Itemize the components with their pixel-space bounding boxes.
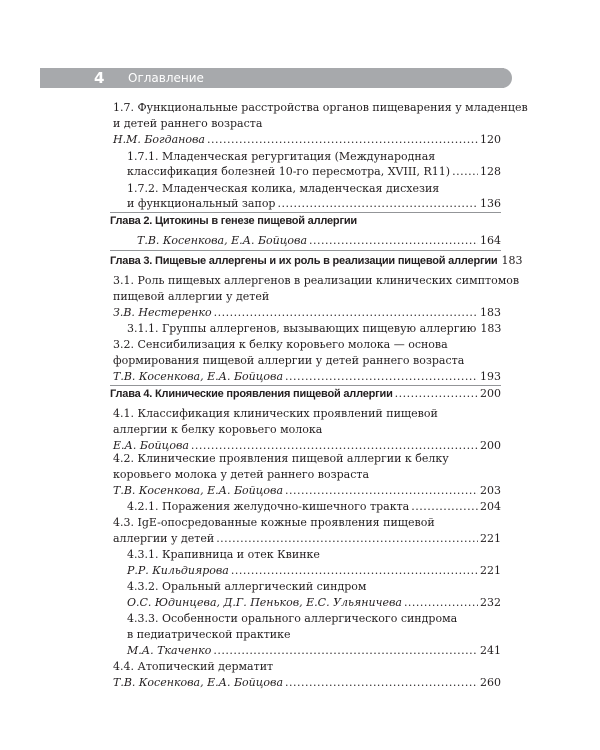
toc-title-line: 4.1. Классификация клинических проявлений пищевой [113, 407, 438, 420]
toc-title-line: 4.4. Атопический дерматит [113, 660, 274, 673]
toc-entry[interactable] [113, 675, 501, 690]
toc-title-line: в педиатрической практике [127, 628, 291, 641]
toc-title-line: коровьего молока у детей раннего возраста [113, 468, 370, 481]
toc-author: З.В. Нестеренко [113, 306, 212, 319]
toc-title-line: классификация болезней 10-го пересмотра, XVIII, R11) [127, 165, 451, 178]
leader-dots [285, 369, 478, 384]
toc-title-line: и функциональный запор [127, 197, 276, 210]
toc-entry[interactable] [113, 132, 501, 147]
toc-entry[interactable] [113, 305, 501, 320]
toc-author: Т.В. Косенкова, Е.А. Бойцова [113, 370, 284, 383]
toc-entry[interactable] [113, 531, 501, 546]
toc-page: 232 [480, 596, 501, 609]
toc-entry[interactable] [127, 563, 501, 578]
toc-page: 183 [480, 322, 502, 335]
toc-title-line: 3.1.1. Группы аллергенов, вызывающих пищевую аллергию [127, 322, 477, 335]
toc-title-line: аллергии у детей [113, 532, 215, 545]
toc-page: 128 [480, 165, 501, 178]
toc-page: 260 [480, 676, 501, 689]
chapter-title: Глава 4. Клинические проявления пищевой аллергии [110, 388, 393, 400]
toc-page: 204 [480, 500, 501, 513]
leader-dots [309, 233, 478, 248]
toc-title-line: 4.3.3. Особенности орального аллергического синдрома [127, 612, 458, 625]
leader-dots [207, 132, 478, 147]
toc-title-line: 4.3. IgE-опосредованные кожные проявления пищевой [113, 516, 435, 529]
toc-title-line: пищевой аллергии у детей [113, 290, 270, 303]
toc-title-line: 3.1. Роль пищевых аллергенов в реализации клинических симптомов [113, 274, 520, 287]
leader-dots [231, 563, 478, 578]
toc-entry[interactable] [110, 386, 501, 402]
toc-entry[interactable] [127, 164, 501, 179]
toc-title-line: 4.3.1. Крапивница и отек Квинке [127, 548, 320, 561]
toc-entry[interactable] [110, 253, 523, 269]
toc-author: Т.В. Косенкова, Е.А. Бойцова [113, 484, 284, 497]
leader-dots [404, 595, 478, 610]
toc-page: 200 [480, 439, 501, 452]
toc-author: М.А. Ткаченко [127, 644, 212, 657]
toc-title-line: 4.2.1. Поражения желудочно-кишечного тракта [127, 500, 410, 513]
toc-title-line: формирования пищевой аллергии у детей раннего возраста [113, 354, 465, 367]
toc-entry[interactable] [137, 233, 501, 248]
toc-page: 221 [480, 532, 501, 545]
leader-dots [213, 643, 478, 658]
toc-title-line: и детей раннего возраста [113, 117, 263, 130]
toc-author: О.С. Юдинцева, Д.Г. Пеньков, Е.С. Ульяничева [127, 596, 402, 609]
toc-page: 193 [480, 370, 501, 383]
toc-page: 183 [501, 254, 523, 267]
toc-author: Н.М. Богданова [113, 133, 205, 146]
toc-entry[interactable] [127, 595, 501, 610]
toc-entry[interactable] [113, 369, 501, 384]
toc-entry[interactable] [127, 499, 501, 514]
toc-entry[interactable] [113, 483, 501, 498]
leader-dots [216, 531, 478, 546]
chapter-title[interactable]: Глава 2. Цитокины в генезе пищевой аллергии [110, 215, 357, 227]
leader-dots [395, 386, 478, 401]
leader-dots [452, 164, 478, 179]
toc-page: 203 [480, 484, 501, 497]
divider [110, 250, 501, 251]
toc-entry[interactable] [127, 196, 501, 211]
toc-page: 164 [480, 234, 501, 247]
toc-title-line: 1.7.2. Младенческая колика, младенческая дисхезия [127, 182, 440, 195]
toc-page: 200 [480, 387, 501, 400]
toc-author: Е.А. Бойцова [113, 439, 189, 452]
toc-title-line: 4.2. Клинические проявления пищевой аллергии к белку [113, 452, 449, 465]
toc-title-line: 1.7. Функциональные расстройства органов пищеварения у младенцев [113, 101, 528, 114]
header-title: Оглавление [128, 71, 204, 85]
leader-dots [411, 499, 478, 514]
toc-page: 241 [480, 644, 501, 657]
toc-title-line: 1.7.1. Младенческая регургитация (Международная [127, 150, 436, 163]
toc-page: 183 [480, 306, 501, 319]
divider [110, 212, 501, 213]
toc-page: 136 [480, 197, 501, 210]
leader-dots [285, 675, 478, 690]
toc-title-line: 3.2. Сенсибилизация к белку коровьего молока — основа [113, 338, 448, 351]
toc-author: Т.В. Косенкова, Е.А. Бойцова [137, 234, 308, 247]
toc-entry[interactable] [127, 321, 501, 336]
toc-title-line: 4.3.2. Оральный аллергический синдром [127, 580, 367, 593]
toc-entry[interactable] [127, 643, 501, 658]
toc-page: 120 [480, 133, 501, 146]
toc-author: Р.Р. Кильдиярова [127, 564, 229, 577]
leader-dots [214, 305, 478, 320]
chapter-title: Глава 3. Пищевые аллергены и их роль в реализации пищевой аллергии [110, 255, 498, 267]
toc-page: 221 [480, 564, 501, 577]
toc-title-line: аллергии к белку коровьего молока [113, 423, 323, 436]
leader-dots [285, 483, 478, 498]
page-number: 4 [94, 69, 105, 87]
toc-author: Т.В. Косенкова, Е.А. Бойцова [113, 676, 284, 689]
leader-dots [277, 196, 478, 211]
